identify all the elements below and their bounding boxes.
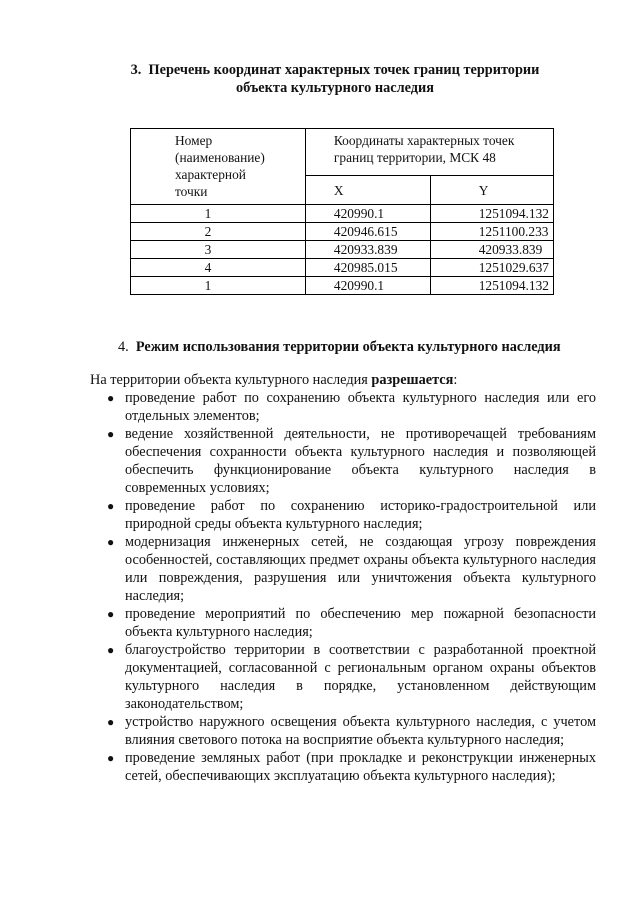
- header-x: X: [305, 176, 430, 205]
- section-3-title-line-2: объекта культурного наследия: [236, 80, 434, 96]
- table-row: 2 420946.615 1251100.233: [131, 223, 554, 241]
- list-item: ● модернизация инженерных сетей, не создающая угрозу повреждения особенностей, составляющих предмет охраны объекта культурного наследия или повреждения, разрушения или уничтожения объекта культурного наследия;: [107, 534, 596, 604]
- bullet-icon: ●: [107, 751, 115, 765]
- bullet-icon: ●: [107, 643, 115, 657]
- section-3-title-line-1: 3. Перечень координат характерных точек границ территории: [130, 62, 540, 78]
- list-item: ● устройство наружного освещения объекта культурного наследия, с учетом влияния светового потока на восприятие объекта культурного наследия;: [107, 714, 596, 748]
- list-item: ● проведение мероприятий по обеспечению мер пожарной безопасности объекта культурного наследия;: [107, 606, 596, 640]
- section-4-title: 4. Режим использования территории объекта культурного наследия: [118, 339, 561, 355]
- list-item: ● проведение работ по сохранению историко-градостроительной или природной среды объекта культурного наследия;: [107, 498, 596, 532]
- header-y: Y: [430, 176, 553, 205]
- table-row: 3 420933.839 420933.839: [131, 241, 554, 259]
- table-row: 4 420985.015 1251029.637: [131, 259, 554, 277]
- list-item: ● проведение работ по сохранению объекта культурного наследия или его отдельных элементов;: [107, 390, 596, 424]
- table-row: 1 420990.1 1251094.132: [131, 205, 554, 223]
- header-point-number: Номер (наименование) характерной точки: [131, 129, 306, 205]
- bullet-icon: ●: [107, 499, 115, 513]
- bullet-icon: ●: [107, 427, 115, 441]
- bullet-icon: ●: [107, 607, 115, 621]
- list-item: ● ведение хозяйственной деятельности, не противоречащей требованиям обеспечения сохранности объекта культурного наследия и позволяющей обеспечить функционирование объекта культурного наследия в современных условиях;: [107, 426, 596, 496]
- list-item: ● благоустройство территории в соответствии с разработанной проектной документацией, согласованной с региональным органом охраны объектов культурного наследия в порядке, установленном действующим законодательством;: [107, 642, 596, 712]
- bullet-icon: ●: [107, 715, 115, 729]
- bullet-icon: ●: [107, 391, 115, 405]
- list-item: ● проведение земляных работ (при прокладке и реконструкции инженерных сетей, обеспечивающих эксплуатацию объекта культурного наследия);: [107, 750, 596, 784]
- header-coordinates: Координаты характерных точек границ территории, МСК 48: [305, 129, 553, 176]
- coordinates-table: [130, 128, 554, 295]
- bullet-icon: ●: [107, 535, 115, 549]
- permitted-intro: На территории объекта культурного наследия разрешается:: [90, 372, 458, 388]
- permitted-activities-list: [90, 389, 596, 785]
- section-3-title: [100, 61, 570, 97]
- table-row: 1 420990.1 1251094.132: [131, 277, 554, 295]
